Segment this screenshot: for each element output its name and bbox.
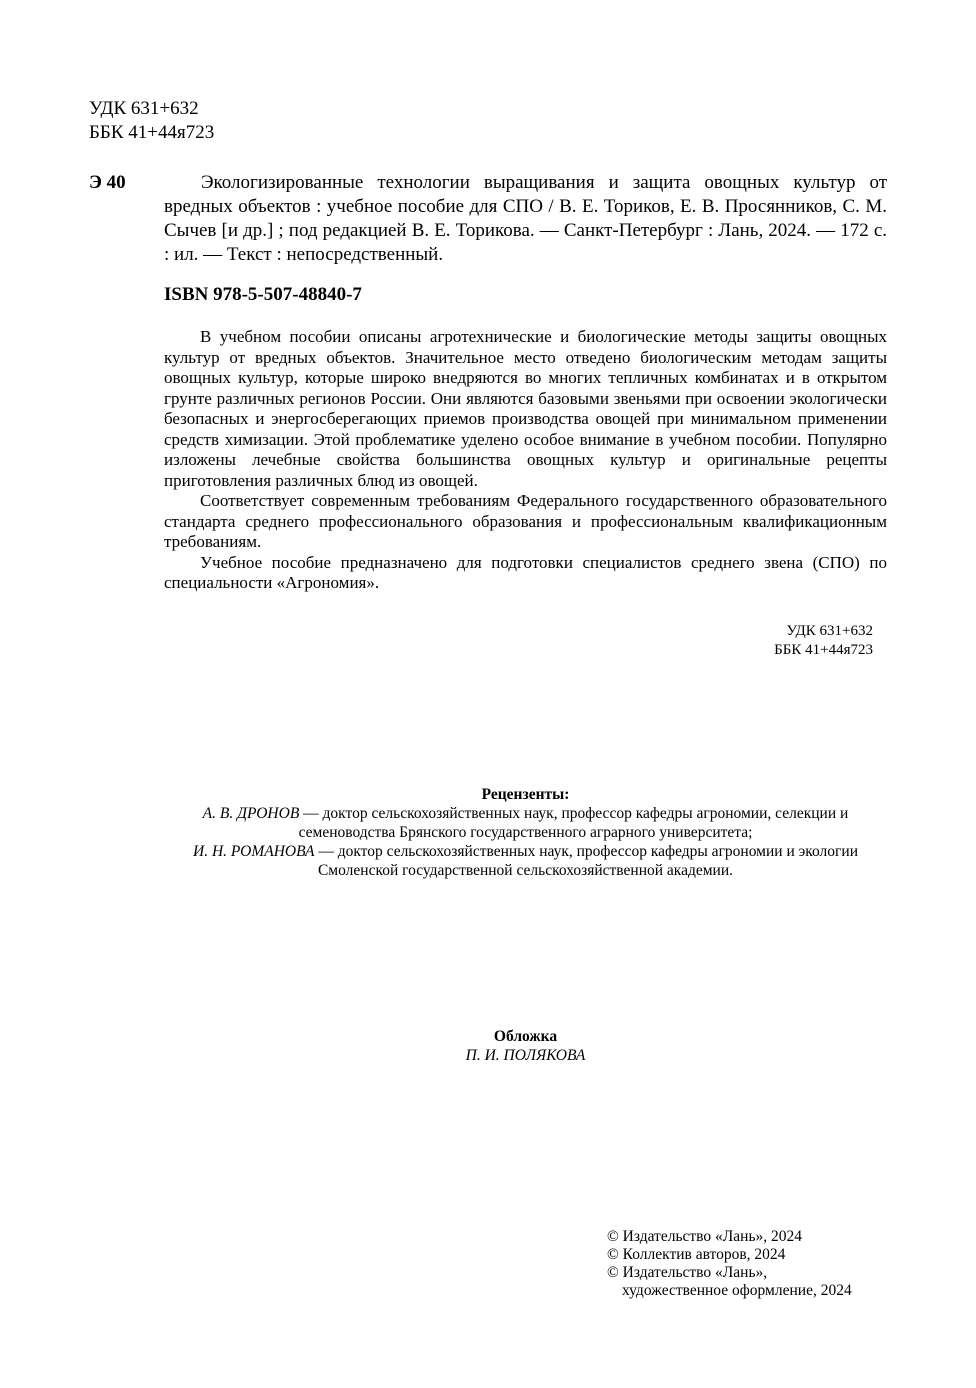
bibliographic-record [164, 171, 887, 267]
bbk-code-right: ББК 41+44я723 [774, 642, 873, 658]
reviewers-section [164, 785, 887, 880]
udk-code-right: УДК 631+632 [786, 623, 873, 639]
reviewer-description: — доктор сельскохозяйственных наук, профессор кафедры агрономии, селекции и семеноводства Брянского государственного аграрного университета; [298, 805, 849, 841]
reviewer-entry [164, 804, 887, 842]
udk-code: УДК 631+632 [89, 98, 199, 119]
cover-credit [164, 1027, 887, 1065]
copyright-block [607, 1228, 852, 1300]
bibliographic-text: Экологизированные технологии выращивания и защита овощных культур от вредных объектов : учебное пособие для СПО / В. Е. Ториков, Е. В. Просянников, С. М. Сычев [и др.] ; под редакцией В. Е. Торикова. — Санкт-Петербург : Лань, 2024. — 172 с. : ил. — Текст : непосредственный. [164, 172, 887, 265]
annotation-paragraph: В учебном пособии описаны агротехнические и биологические методы защиты овощных культур от вредных объектов. Значительное место отведено биологическим методам защиты овощных культур, которые широко внедряются во многих тепличных комбинатах и в открытом грунте различных регионов России. Они являются базовыми звеньями при освоении экологически безопасных и энергосберегающих приемов производства овощей при минимальном применении средств химизации. Этой проблематике уделено особое внимание в учебном пособии. Популярно изложены лечебные свойства большинства овощных культур и оригинальные рецепты приготовления различных блюд из овощей. [164, 327, 887, 490]
copyright-line: © Издательство «Лань», [607, 1264, 768, 1281]
reviewer-description: — доктор сельскохозяйственных наук, профессор кафедры агрономии и экологии Смоленской государственной сельскохозяйственной академии. [314, 843, 858, 879]
udk-bbk-block [89, 97, 214, 145]
annotation [164, 327, 887, 594]
copyright-line: художественное оформление, 2024 [622, 1282, 852, 1299]
reviewer-name: И. Н. РОМАНОВА [193, 843, 315, 860]
cover-designer-name: П. И. ПОЛЯКОВА [465, 1047, 586, 1064]
catalog-code: Э 40 [89, 172, 126, 193]
copyright-line: © Коллектив авторов, 2024 [607, 1246, 786, 1263]
reviewer-entry [164, 842, 887, 880]
cover-heading: Обложка [493, 1028, 558, 1045]
reviewer-name: А. В. ДРОНОВ [202, 805, 300, 822]
reviewers-heading: Рецензенты: [481, 786, 570, 803]
udk-bbk-footer [740, 622, 873, 660]
annotation-paragraph: Учебное пособие предназначено для подготовки специалистов среднего звена (СПО) по специальности «Агрономия». [164, 552, 887, 592]
annotation-paragraph: Соответствует современным требованиям Федерального государственного образовательного стандарта среднего профессионального образования и профессиональным квалификационным требованиям. [164, 491, 887, 551]
bbk-code: ББК 41+44я723 [89, 122, 215, 143]
isbn: ISBN 978-5-507-48840-7 [164, 284, 362, 305]
copyright-line: © Издательство «Лань», 2024 [607, 1228, 803, 1245]
